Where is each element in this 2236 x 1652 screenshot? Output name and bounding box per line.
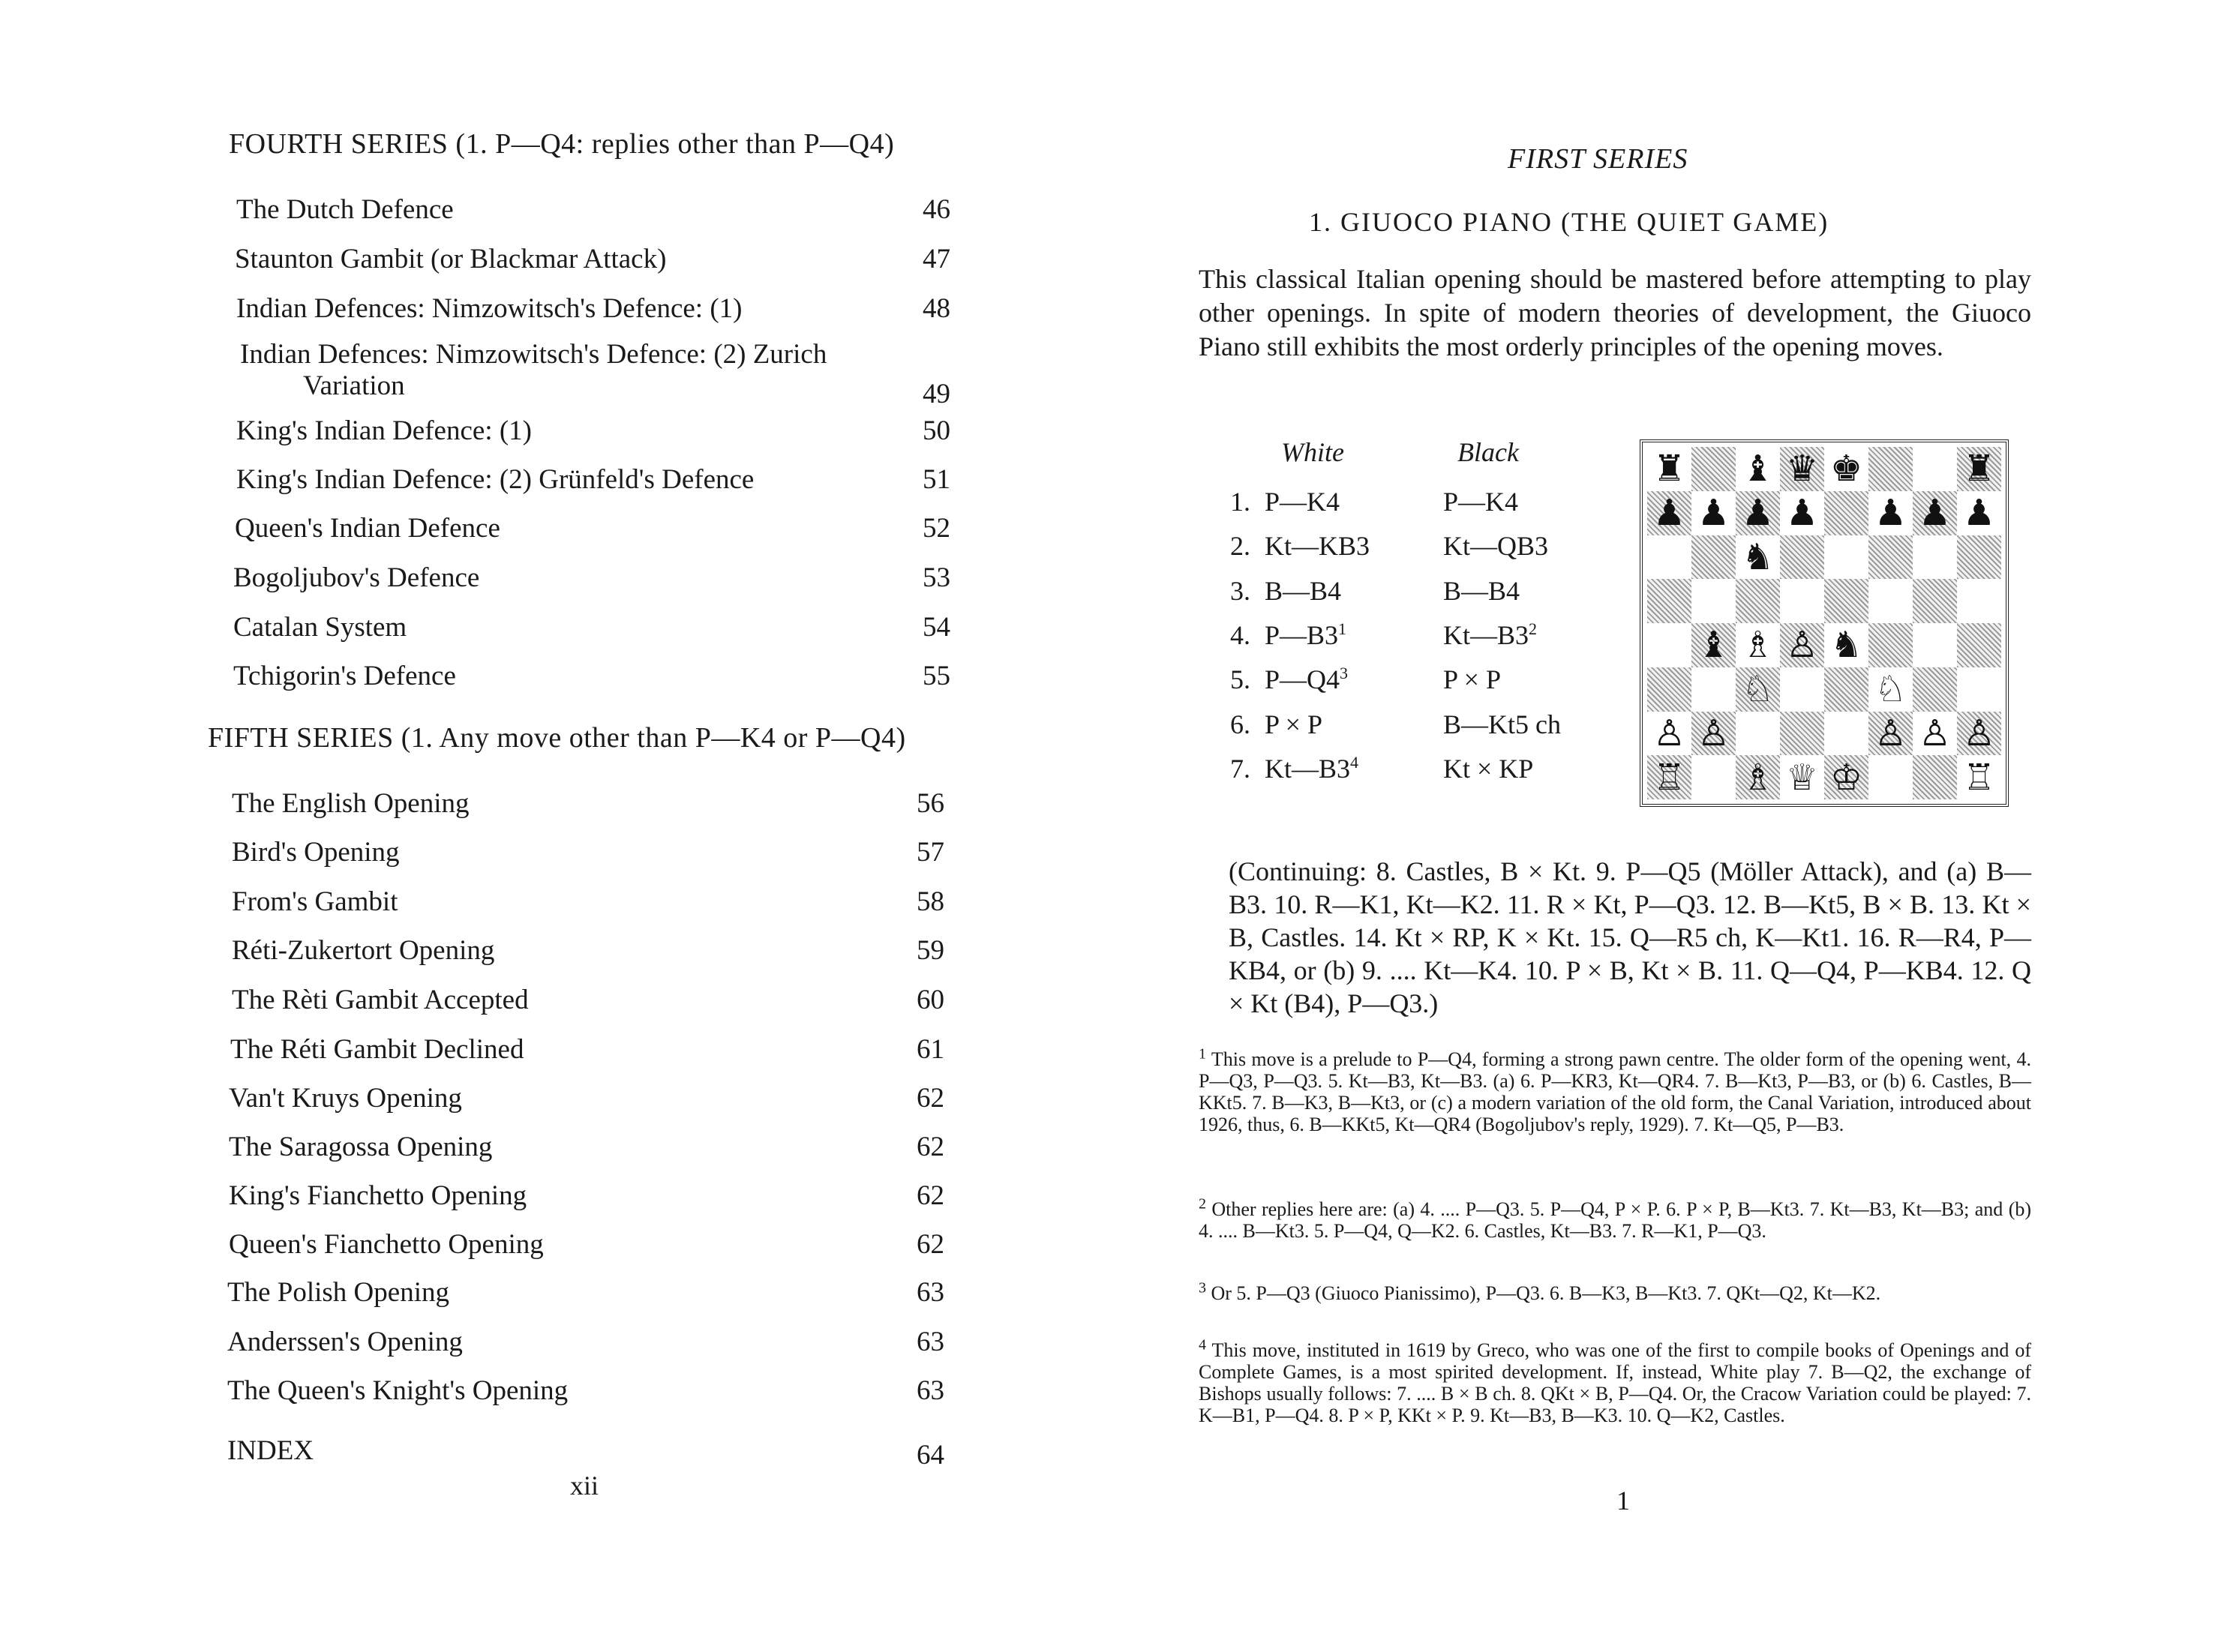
toc-entry-title: Van't Kruys Opening	[229, 1083, 462, 1114]
board-square-c3	[1736, 667, 1780, 712]
move-number: 5.	[1230, 664, 1250, 694]
board-square-a2	[1647, 712, 1691, 756]
toc-entry-page: 63	[917, 1327, 944, 1357]
toc-entry-page: 62	[917, 1229, 944, 1260]
toc-entry	[0, 237, 975, 282]
chess-piece-icon: ♔	[1829, 756, 1863, 799]
toc-entry-page: 60	[917, 985, 944, 1015]
board-square-b2	[1691, 712, 1736, 756]
page-number: 1	[1616, 1486, 1630, 1516]
toc-entry-title: Indian Defences: Nimzowitsch's Defence: (1)	[236, 293, 743, 324]
board-square-b7	[1691, 491, 1736, 535]
chess-piece-icon: ♚	[1829, 448, 1863, 490]
toc-entry-page: 61	[917, 1034, 944, 1065]
footnote-text: Or 5. P—Q3 (Giuoco Pianissimo), P—Q3. 6. B—K3, B—Kt3. 7. QKt—Q2, Kt—K2.	[1211, 1282, 1881, 1304]
toc-entry-title	[240, 339, 827, 402]
move-number: 1.	[1230, 487, 1250, 517]
white-move-text: P—B3	[1265, 620, 1339, 650]
board-square-f6	[1868, 535, 1913, 580]
toc-entry	[0, 880, 975, 925]
toc-entry	[0, 781, 975, 826]
move-number: 4.	[1230, 620, 1250, 650]
footnote-ref: 4	[1350, 753, 1359, 772]
board-square-c2	[1736, 712, 1780, 756]
toc-entry	[0, 1027, 975, 1072]
toc-entry-page: 62	[917, 1083, 944, 1114]
toc-entry-page: 64	[917, 1440, 944, 1471]
chess-board-grid	[1647, 447, 2001, 799]
chess-piece-icon: ♕	[1785, 756, 1819, 799]
board-square-e7	[1824, 491, 1868, 535]
board-square-c1	[1736, 755, 1780, 799]
toc-entry-page: 52	[923, 513, 950, 544]
black-move	[1443, 530, 1548, 562]
footnote-mark: 4	[1199, 1336, 1206, 1354]
board-square-g2	[1913, 712, 1957, 756]
toc-entry-title: Tchigorin's Defence	[233, 661, 456, 691]
board-square-b5	[1691, 579, 1736, 623]
board-square-a6	[1647, 535, 1691, 580]
toc-entry	[0, 187, 975, 232]
chess-piece-icon: ♘	[1741, 668, 1775, 711]
board-square-g3	[1913, 667, 1957, 712]
black-move-text: Kt—QB3	[1443, 531, 1549, 561]
move-number: 2.	[1230, 531, 1250, 561]
toc-entry-title-line2: Variation	[303, 370, 405, 401]
toc-entry	[0, 339, 975, 414]
board-square-g4	[1913, 623, 1957, 667]
black-move	[1443, 575, 1520, 607]
toc-entry-page: 62	[917, 1132, 944, 1162]
toc-entry	[0, 409, 975, 454]
chess-piece-icon: ♗	[1741, 756, 1775, 799]
chess-piece-icon: ♙	[1785, 624, 1819, 667]
toc-entry-page: 49	[923, 379, 950, 409]
toc-entry	[0, 1174, 975, 1219]
chapter-title: 1. GIUOCO PIANO (THE QUIET GAME)	[1309, 207, 1829, 237]
board-square-h1	[1957, 755, 2001, 799]
board-square-e2	[1824, 712, 1868, 756]
toc-entry	[0, 830, 975, 875]
toc-entry-page: 54	[923, 612, 950, 643]
white-move-text: Kt—B3	[1265, 754, 1351, 784]
black-move-text: Kt—B3	[1443, 620, 1529, 650]
board-square-e3	[1824, 667, 1868, 712]
toc-entry-title: Bird's Opening	[232, 837, 400, 868]
chess-piece-icon: ♜	[1962, 448, 1996, 490]
toc-entry-title: From's Gambit	[232, 886, 398, 917]
footnote-ref: 3	[1340, 664, 1349, 682]
board-square-g5	[1913, 579, 1957, 623]
toc-entry-page: 55	[923, 661, 950, 691]
continuation-paragraph: (Continuing: 8. Castles, B × Kt. 9. P—Q5 (Möller Attack), and (a) B—B3. 10. R—K1, Kt—K2. 11. R × Kt, P—Q3. 12. B—Kt5, B × B. 13. Kt × B, Castles. 14. Kt × RP, K × Kt. 15. Q—R5 ch, K—Kt1. 16. R—R4, P—KB4, or (b) 9. .... Kt—K4. 10. P × B, Kt × B. 11. Q—Q4, P—KB4. 12. Q × Kt (B4), P—Q3.)	[1229, 856, 2031, 1018]
chess-piece-icon: ♗	[1741, 624, 1775, 667]
toc-entry	[0, 457, 975, 502]
toc-entry-title: The Réti Gambit Declined	[230, 1034, 524, 1065]
chess-piece-icon: ♟	[1874, 492, 1907, 535]
board-square-f7	[1868, 491, 1913, 535]
chess-piece-icon: ♙	[1962, 712, 1996, 754]
board-square-d6	[1780, 535, 1824, 580]
footnote-ref: 1	[1338, 619, 1347, 638]
board-square-d7	[1780, 491, 1824, 535]
toc-entry-title: King's Indian Defence: (1)	[236, 415, 532, 446]
black-move	[1443, 709, 1561, 740]
toc-entry-title: The Polish Opening	[227, 1277, 449, 1308]
chess-piece-icon: ♞	[1829, 624, 1863, 667]
board-square-d4	[1780, 623, 1824, 667]
board-square-a8	[1647, 447, 1691, 491]
toc-entry-title: The Queen's Knight's Opening	[227, 1375, 569, 1406]
board-square-f3	[1868, 667, 1913, 712]
board-square-b3	[1691, 667, 1736, 712]
footnote	[1199, 1195, 2032, 1242]
white-move-text: P—K4	[1265, 487, 1340, 517]
board-square-d1	[1780, 755, 1824, 799]
black-move-text: Kt × KP	[1443, 754, 1534, 784]
toc-entry-title: The Rèti Gambit Accepted	[232, 985, 529, 1015]
chess-piece-icon: ♟	[1918, 492, 1952, 535]
move-number: 6.	[1230, 709, 1250, 739]
white-move	[1265, 753, 1358, 784]
page-number: xii	[570, 1471, 599, 1501]
board-square-a4	[1647, 623, 1691, 667]
board-square-a1	[1647, 755, 1691, 799]
board-square-c7	[1736, 491, 1780, 535]
toc-entry-title: Réti-Zukertort Opening	[232, 935, 495, 966]
board-square-h2	[1957, 712, 2001, 756]
board-square-b4	[1691, 623, 1736, 667]
chess-piece-icon: ♛	[1785, 448, 1819, 490]
black-move	[1443, 619, 1537, 651]
board-square-f1	[1868, 755, 1913, 799]
white-move	[1265, 619, 1346, 651]
board-square-h4	[1957, 623, 2001, 667]
white-move	[1265, 664, 1348, 695]
toc-entry	[0, 928, 975, 973]
toc-entry-page: 59	[917, 935, 944, 966]
white-move	[1265, 575, 1341, 607]
chess-piece-icon: ♙	[1697, 712, 1730, 754]
board-square-f5	[1868, 579, 1913, 623]
board-square-b1	[1691, 755, 1736, 799]
board-square-e1	[1824, 755, 1868, 799]
toc-entry-page: 62	[917, 1180, 944, 1211]
white-move	[1265, 486, 1340, 517]
board-square-c4	[1736, 623, 1780, 667]
toc-entry	[0, 1125, 975, 1170]
board-square-a3	[1647, 667, 1691, 712]
chess-piece-icon: ♖	[1962, 756, 1996, 799]
toc-entry-title: Staunton Gambit (or Blackmar Attack)	[235, 244, 667, 274]
footnote	[1199, 1045, 2031, 1135]
toc-entry-page: 51	[923, 464, 950, 495]
toc-entry	[0, 654, 975, 699]
footnote-ref: 2	[1529, 619, 1538, 638]
black-move	[1443, 486, 1518, 517]
toc-entry-page: 58	[917, 886, 944, 917]
board-square-h7	[1957, 491, 2001, 535]
toc-entry	[0, 506, 975, 551]
toc-entry-title: Bogoljubov's Defence	[233, 562, 480, 593]
toc-entry-page: 56	[917, 788, 944, 819]
toc-entry-title: The English Opening	[232, 788, 470, 819]
toc-entry	[0, 1222, 975, 1267]
board-square-h8	[1957, 447, 2001, 491]
board-square-e5	[1824, 579, 1868, 623]
move-number: 7.	[1230, 754, 1250, 784]
toc-entry-title-line1: Indian Defences: Nimzowitsch's Defence: (2) Zurich	[240, 339, 827, 370]
footnote	[1199, 1279, 2031, 1304]
black-move-text: B—B4	[1443, 576, 1520, 606]
black-move-text: B—Kt5 ch	[1443, 709, 1561, 739]
chess-piece-icon: ♙	[1652, 712, 1686, 754]
toc-entry-title: King's Indian Defence: (2) Grünfeld's Defence	[236, 464, 755, 495]
chess-piece-icon: ♟	[1962, 492, 1996, 535]
toc-entry-page: 46	[923, 194, 950, 225]
white-move-text: P × P	[1265, 709, 1323, 739]
black-move	[1443, 753, 1533, 784]
board-square-g1	[1913, 755, 1957, 799]
footnote-mark: 1	[1199, 1045, 1206, 1063]
chess-piece-icon: ♟	[1785, 492, 1819, 535]
board-square-b8	[1691, 447, 1736, 491]
toc-entry-title: Anderssen's Opening	[227, 1327, 463, 1357]
chess-piece-icon: ♟	[1652, 492, 1686, 535]
black-move-text: P—K4	[1443, 487, 1519, 517]
board-square-d5	[1780, 579, 1824, 623]
toc-entry	[0, 605, 975, 650]
board-square-d3	[1780, 667, 1824, 712]
toc-entry-title: INDEX	[227, 1435, 314, 1466]
chess-piece-icon: ♙	[1874, 712, 1907, 754]
chess-piece-icon: ♟	[1697, 492, 1730, 535]
toc-entry-page: 63	[917, 1375, 944, 1406]
toc-entry-page: 63	[917, 1277, 944, 1308]
chess-piece-icon: ♜	[1652, 448, 1686, 490]
toc-entry-title: Queen's Fianchetto Opening	[229, 1229, 544, 1260]
black-column-header: Black	[1457, 437, 1519, 467]
board-square-d2	[1780, 712, 1824, 756]
white-move-text: B—B4	[1265, 576, 1342, 606]
board-square-f4	[1868, 623, 1913, 667]
black-move	[1443, 664, 1501, 695]
board-square-b6	[1691, 535, 1736, 580]
toc-entry-title: Catalan System	[233, 612, 407, 643]
board-square-d8	[1780, 447, 1824, 491]
fourth-series-heading: FOURTH SERIES (1. P—Q4: replies other than P—Q4)	[229, 128, 895, 160]
chess-piece-icon: ♘	[1874, 668, 1907, 711]
white-column-header: White	[1281, 437, 1344, 467]
right-page-chapter	[1118, 0, 2236, 1652]
white-move	[1265, 709, 1322, 740]
chess-piece-icon: ♝	[1741, 448, 1775, 490]
toc-entry	[0, 286, 975, 331]
intro-paragraph: This classical Italian opening should be mastered before attempting to play other openings. In spite of modern theories of development, the Giuoco Piano still exhibits the most orderly principles of the opening moves.	[1199, 264, 2031, 361]
board-square-e8	[1824, 447, 1868, 491]
toc-entry-title: The Saragossa Opening	[229, 1132, 493, 1162]
chess-piece-icon: ♝	[1697, 624, 1730, 667]
board-square-c8	[1736, 447, 1780, 491]
board-square-h6	[1957, 535, 2001, 580]
toc-entry-title: King's Fianchetto Opening	[229, 1180, 527, 1211]
toc-entry	[0, 978, 975, 1023]
toc-entry-title: Queen's Indian Defence	[235, 513, 500, 544]
chess-piece-icon: ♞	[1741, 535, 1775, 578]
toc-entry	[0, 556, 975, 601]
board-square-e6	[1824, 535, 1868, 580]
white-move	[1265, 530, 1370, 562]
footnote-mark: 3	[1199, 1279, 1206, 1297]
white-move-text: Kt—KB3	[1265, 531, 1370, 561]
board-square-f8	[1868, 447, 1913, 491]
move-number: 3.	[1230, 576, 1250, 606]
board-square-a5	[1647, 579, 1691, 623]
running-header: FIRST SERIES	[1508, 143, 1688, 175]
board-square-c6	[1736, 535, 1780, 580]
board-square-h5	[1957, 579, 2001, 623]
footnote-text: This move, instituted in 1619 by Greco, who was one of the first to compile books of Openings and of Complete Games, is a most spirited development. If, instead, White play 7. B—Q2, the exchange of Bishops usually follows: 7. .... B × B ch. 8. QKt × B, P—Q4. Or, the Cracow Variation could be played: 7. K—B1, P—Q4. 8. P × P, KKt × P. 9. Kt—B3, B—K3. 10. Q—K2, Castles.	[1199, 1339, 2031, 1426]
board-square-c5	[1736, 579, 1780, 623]
footnote	[1199, 1336, 2031, 1426]
chess-board-diagram	[1640, 439, 2009, 807]
board-square-g8	[1913, 447, 1957, 491]
fifth-series-heading: FIFTH SERIES (1. Any move other than P—K4 or P—Q4)	[208, 722, 906, 754]
black-move-text: P × P	[1443, 664, 1502, 694]
chess-piece-icon: ♖	[1652, 756, 1686, 799]
board-square-a7	[1647, 491, 1691, 535]
toc-entry-page: 48	[923, 293, 950, 324]
footnote-text: Other replies here are: (a) 4. .... P—Q3. 5. P—Q4, P × P. 6. P × P, B—Kt3. 7. Kt—B3, Kt—B3; and (b) 4. .... B—Kt3. 5. P—Q4, Q—K2. 6. Castles, Kt—B3. 7. R—K1, P—Q3.	[1199, 1198, 2032, 1242]
toc-entry-title: The Dutch Defence	[236, 194, 454, 225]
board-square-f2	[1868, 712, 1913, 756]
chess-piece-icon: ♟	[1741, 492, 1775, 535]
board-square-g7	[1913, 491, 1957, 535]
footnote-mark: 2	[1199, 1195, 1206, 1213]
board-square-h3	[1957, 667, 2001, 712]
toc-entry	[0, 1369, 975, 1414]
toc-index-entry	[0, 1429, 975, 1474]
toc-entry-page: 50	[923, 415, 950, 446]
toc-entry	[0, 1270, 975, 1315]
toc-entry-page: 53	[923, 562, 950, 593]
toc-entry	[0, 1076, 975, 1121]
chess-piece-icon: ♙	[1918, 712, 1952, 754]
board-square-e4	[1824, 623, 1868, 667]
white-move-text: P—Q4	[1265, 664, 1340, 694]
toc-entry	[0, 1320, 975, 1365]
toc-entry-page: 47	[923, 244, 950, 274]
footnote-text: This move is a prelude to P—Q4, forming a strong pawn centre. The older form of the opening went, 4. P—Q3, P—Q3. 5. Kt—B3, Kt—B3. (a) 6. P—KR3, Kt—QR4. 7. B—Kt3, P—B3, or (b) 6. Castles, B—KKt5. 7. B—K3, B—Kt3, or (c) a modern variation of the old form, the Canal Variation, introduced about 1926, thus, 6. B—KKt5, Kt—QR4 (Bogoljubov's reply, 1929). 7. Kt—Q5, P—B3.	[1199, 1048, 2031, 1135]
board-square-g6	[1913, 535, 1957, 580]
toc-entry-page: 57	[917, 837, 944, 868]
